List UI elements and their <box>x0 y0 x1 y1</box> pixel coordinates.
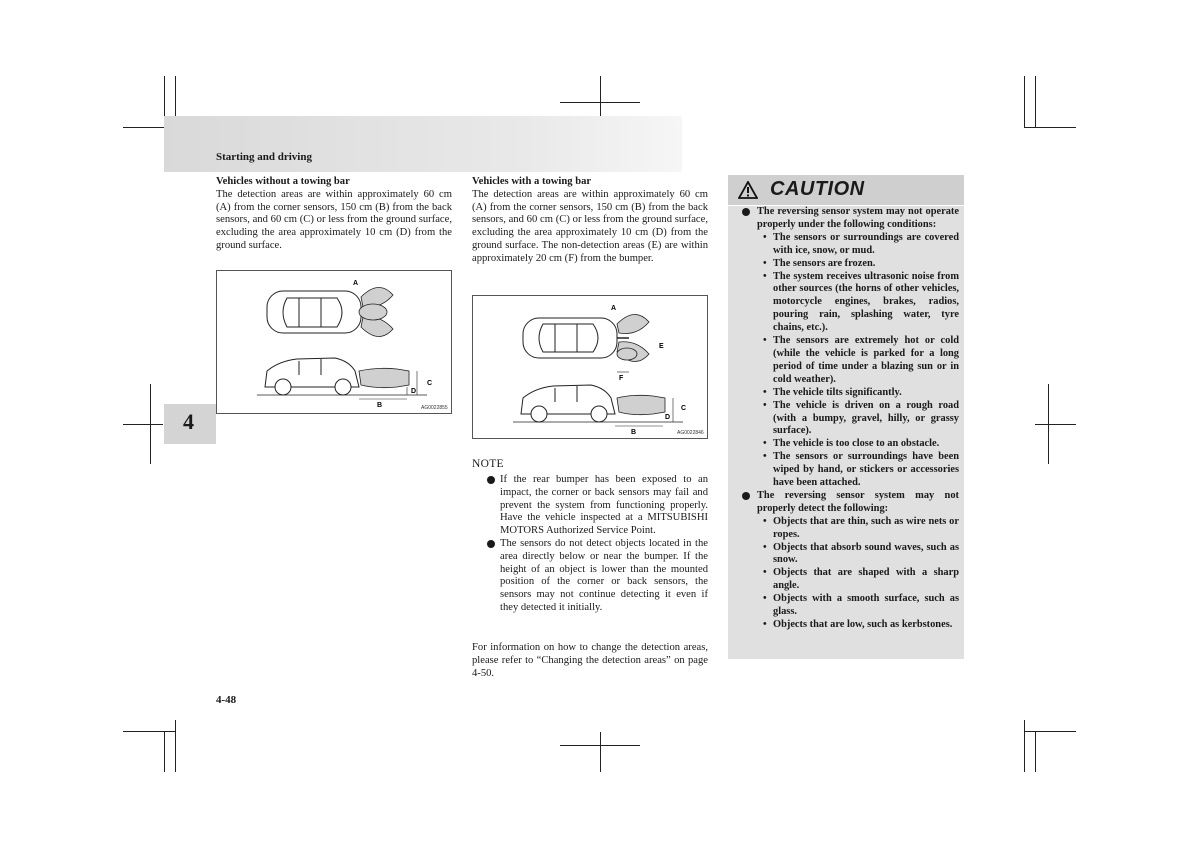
caution-sub-item: • Objects that are shaped with a sharp angle. <box>757 567 959 593</box>
crop-mark <box>175 720 176 772</box>
note-list <box>472 474 708 615</box>
svg-text:E: E <box>659 343 664 350</box>
crop-mark <box>1024 127 1076 128</box>
svg-text:F: F <box>619 375 624 382</box>
caution-sub-item: • The sensors or surroundings are covered with ice, snow, or mud. <box>757 232 959 258</box>
middle-heading: Vehicles with a towing bar <box>472 176 592 187</box>
svg-text:D: D <box>411 388 417 395</box>
caution-item-text: The reversing sensor system may not properly detect the following: <box>757 489 959 514</box>
crop-mark <box>560 102 640 103</box>
caution-sub-item: • The system receives ultrasonic noise from other sources (the horns of other vehicles, motorcycle engines, brakes, radios, pouring rain, splashing water, tyre chains, etc.). <box>757 271 959 336</box>
caution-sub-item: • The vehicle is driven on a rough road (with a bumpy, gravel, hilly, or grassy surface). <box>757 400 959 439</box>
crop-mark <box>1035 76 1036 128</box>
svg-text:B: B <box>631 429 637 436</box>
chapter-number: 4 <box>183 409 194 434</box>
figure-code: AG0022855 <box>421 405 448 411</box>
caution-sub-item: • The vehicle is too close to an obstacle. <box>757 438 959 451</box>
crop-mark <box>1024 731 1076 732</box>
left-body: The detection areas are within approximately 60 cm (A) from the corner sensors, 150 cm (B) from the back sensors, and 60 cm (C) or less from the ground surface, excluding the area approximately 10 cm (D) from the ground surface. <box>216 188 452 251</box>
caution-header <box>728 175 964 206</box>
crop-mark <box>1024 720 1025 772</box>
svg-text:A: A <box>611 305 617 312</box>
figure-with-towing-bar <box>472 295 708 439</box>
sensor-area-top <box>359 287 393 336</box>
caution-list <box>728 206 964 632</box>
car-side-view <box>265 358 359 395</box>
detection-area-diagram <box>217 271 451 413</box>
caution-item <box>728 206 964 490</box>
caution-sub-item: • Objects that absorb sound waves, such as snow. <box>757 542 959 568</box>
figure-code: AG0022846 <box>677 430 704 436</box>
caution-sub-list <box>757 516 959 632</box>
caution-sub-item: • The sensors or surroundings have been wiped by hand, or stickers or accessories have been attached. <box>757 451 959 490</box>
caution-item <box>728 490 964 632</box>
caution-sub-item: • The sensors are frozen. <box>757 258 959 271</box>
car-top-view <box>267 291 361 333</box>
note-item-text: If the rear bumper has been exposed to an impact, the corner or back sensors may fail and prevent the system from functioning properly. Have the vehicle inspected at a MITSUBISHI MOTORS Authorized Service Point. <box>500 474 708 537</box>
caution-sub-item: • Objects that are low, such as kerbstones. <box>757 619 959 632</box>
caution-sub-item: • Objects with a smooth surface, such as glass. <box>757 593 959 619</box>
left-column <box>216 176 452 253</box>
note-item-text: The sensors do not detect objects located in the area directly below or near the bumper. If the height of an object is lower than the mounted position of the corner or back sensors, the sensors may not continue detecting it even if they detected it initially. <box>500 537 708 613</box>
sensor-area-side <box>617 395 665 414</box>
bullet-icon <box>487 540 495 548</box>
middle-body: The detection areas are within approximately 60 cm (A) from the corner sensors, 150 cm (B) from the back sensors, and 60 cm (C) or less from the ground surface, excluding the area approximately 10 cm (D) from the ground surface. The non-detection areas (E) are within approximately 20 cm (F) from the bumper. <box>472 188 708 264</box>
bullet-icon <box>742 208 750 216</box>
left-heading: Vehicles without a towing bar <box>216 176 350 187</box>
detection-area-diagram-towing <box>473 296 707 438</box>
caution-box <box>728 175 964 659</box>
svg-text:D: D <box>665 414 671 421</box>
bullet-icon <box>742 492 750 500</box>
crop-mark <box>560 745 640 746</box>
caution-sub-item: • Objects that are thin, such as wire nets or ropes. <box>757 516 959 542</box>
crop-mark <box>123 424 163 425</box>
bullet-icon <box>487 476 495 484</box>
note-item <box>472 474 708 538</box>
svg-text:C: C <box>681 405 687 412</box>
svg-text:A: A <box>353 280 359 287</box>
caution-title: CAUTION <box>770 178 865 200</box>
middle-column <box>472 176 708 266</box>
info-text: For information on how to change the detection areas, please refer to “Changing the detection areas” on page 4-50. <box>472 642 708 679</box>
crop-mark <box>164 731 165 772</box>
svg-text:B: B <box>377 402 383 409</box>
caution-item-text: The reversing sensor system may not operate properly under the following conditions: <box>757 206 959 230</box>
crop-mark <box>600 732 601 772</box>
section-title: Starting and driving <box>216 151 312 163</box>
caution-sub-item: • The vehicle tilts significantly. <box>757 387 959 400</box>
crop-mark <box>1035 731 1036 772</box>
note-title: NOTE <box>472 458 504 470</box>
caution-sub-list <box>757 232 959 490</box>
crop-mark <box>1024 76 1025 128</box>
crop-mark <box>1035 424 1076 425</box>
svg-text:C: C <box>427 380 433 387</box>
page-number: 4-48 <box>216 694 237 706</box>
caution-sub-item: • The sensors are extremely hot or cold (while the vehicle is parked for a long period of time under a blazing sun or in cold weather). <box>757 335 959 387</box>
figure-without-towing-bar <box>216 270 452 414</box>
crop-mark <box>123 731 175 732</box>
header-band <box>164 116 682 172</box>
note-item <box>472 538 708 615</box>
sensor-area-side <box>359 368 409 387</box>
car-side-view <box>521 385 615 422</box>
car-top-view <box>523 318 617 358</box>
warning-triangle-icon <box>738 181 758 199</box>
